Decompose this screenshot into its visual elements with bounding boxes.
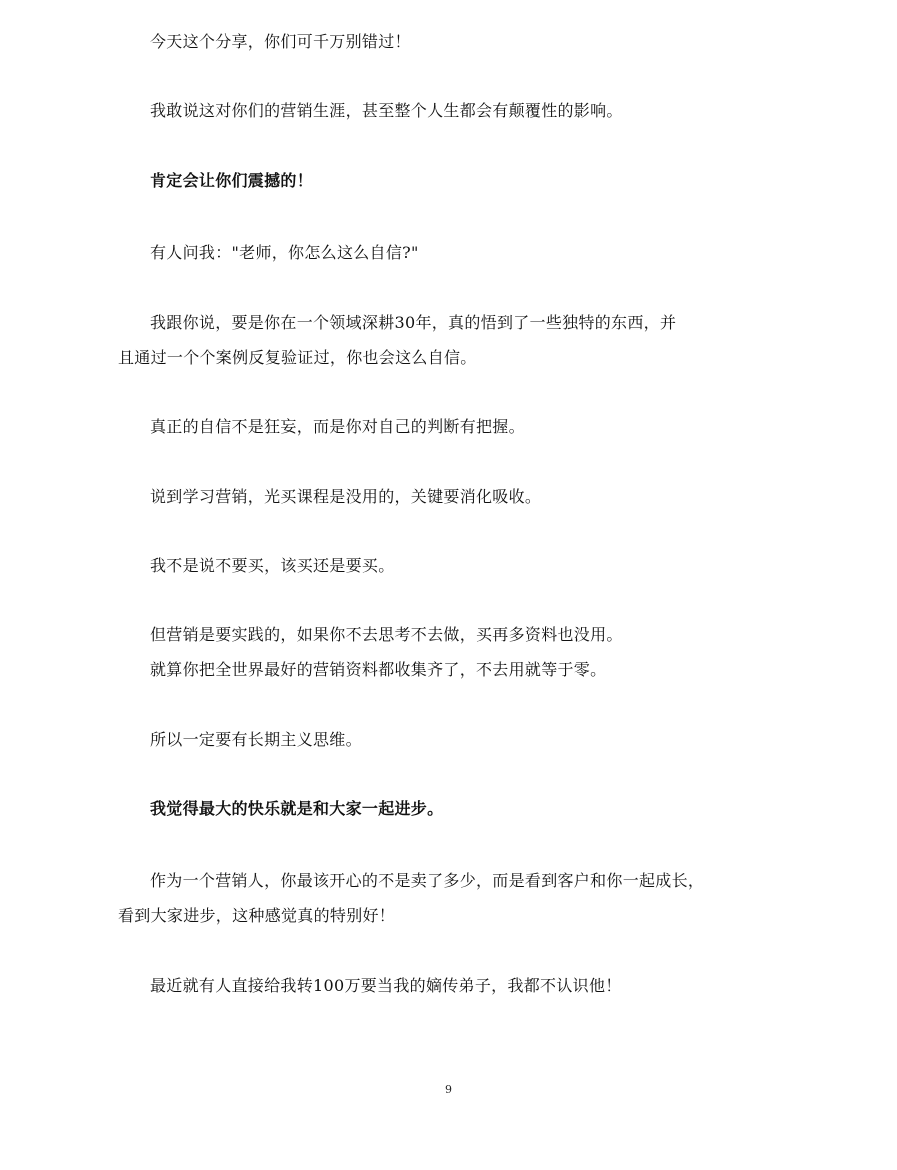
paragraph-line: 今天这个分享，你们可千万别错过！: [150, 32, 411, 51]
paragraph-dont-miss: [118, 24, 738, 59]
paragraph-line: 我跟你说，要是你在一个领域深耕30年，真的悟到了一些独特的东西，并: [150, 313, 677, 332]
paragraph-line: 我不是说不要买，该买还是要买。: [150, 556, 395, 575]
paragraph-line: 真正的自信不是狂妄，而是你对自己的判断有把握。: [150, 417, 525, 436]
paragraph-true-confidence: [118, 409, 738, 444]
paragraph-happiness-bold: [118, 791, 738, 826]
paragraph-line: 所以一定要有长期主义思维。: [150, 730, 362, 749]
paragraph-question: [118, 235, 738, 270]
paragraph-marketer: [118, 863, 738, 933]
paragraph-line: 我觉得最大的快乐就是和大家一起进步。: [150, 799, 444, 818]
paragraph-line: 我敢说这对你们的营销生涯，甚至整个人生都会有颠覆性的影响。: [150, 101, 623, 120]
paragraph-practice: [118, 617, 738, 687]
paragraph-long-term: [118, 722, 738, 757]
paragraph-line: 说到学习营销，光买课程是没用的，关键要消化吸收。: [150, 487, 542, 506]
paragraph-line: 肯定会让你们震撼的！: [150, 171, 314, 190]
paragraph-life-impact: [118, 93, 738, 128]
paragraph-shock-bold: [118, 163, 738, 198]
paragraph-disciple: [118, 968, 738, 1003]
paragraph-30-years: [118, 305, 738, 375]
paragraph-learning: [118, 479, 738, 514]
paragraph-buy: [118, 548, 738, 583]
paragraph-line: 就算你把全世界最好的营销资料都收集齐了，不去用就等于零。: [150, 660, 607, 679]
paragraph-line: 最近就有人直接给我转100万要当我的嫡传弟子，我都不认识他！: [150, 976, 622, 995]
page-number: 9: [445, 1083, 452, 1096]
paragraph-line: 且通过一个个案例反复验证过，你也会这么自信。: [118, 348, 477, 367]
paragraph-line: 作为一个营销人，你最该开心的不是卖了多少，而是看到客户和你一起成长，: [150, 871, 705, 890]
paragraph-line: 有人问我："老师，你怎么这么自信?": [150, 243, 419, 262]
paragraph-line: 但营销是要实践的，如果你不去思考不去做，买再多资料也没用。: [150, 625, 623, 644]
paragraph-line: 看到大家进步，这种感觉真的特别好！: [118, 906, 396, 925]
